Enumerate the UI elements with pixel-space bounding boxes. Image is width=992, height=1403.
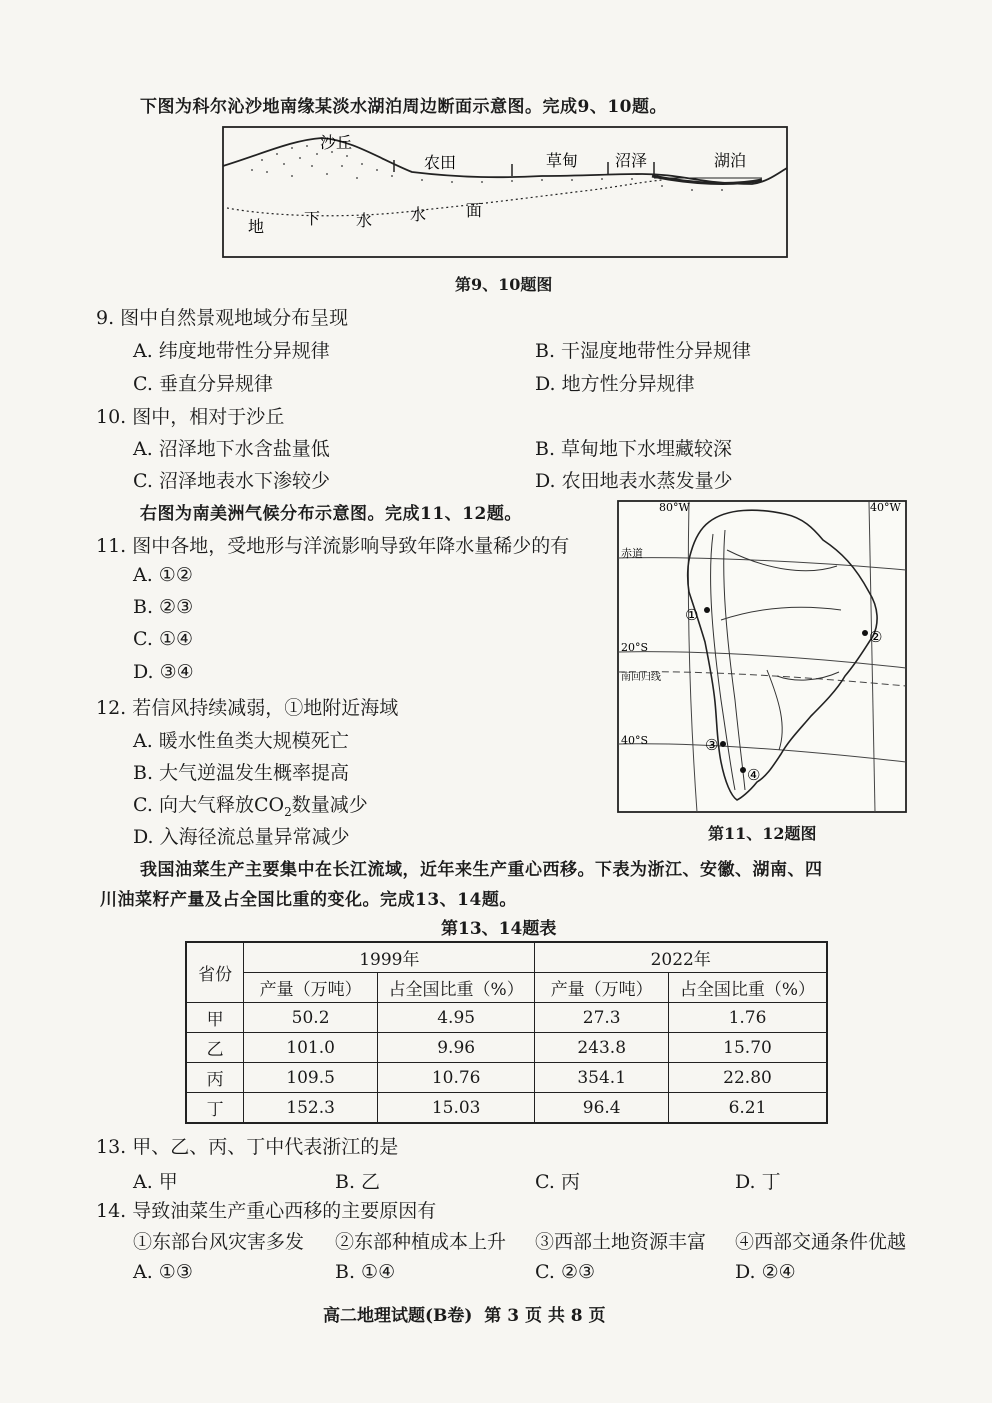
q9-option-c: C. 垂直分异规律 (133, 373, 273, 395)
intro-13-14-line2: 川油菜籽产量及占全国比重的变化。完成13、14题。 (100, 890, 517, 910)
label-gw-3: 水 (356, 211, 373, 230)
q10-option-a: A. 沼泽地下水含盐量低 (133, 438, 330, 460)
header-output-1999: 产量（万吨） (244, 973, 378, 1003)
cell: 10.76 (377, 1063, 534, 1093)
intro-11-12: 右图为南美洲气候分布示意图。完成11、12题。 (140, 504, 522, 524)
q13-option-c: C. 丙 (535, 1171, 580, 1193)
q14-option-b: B. ①④ (335, 1261, 396, 1283)
cell: 1.76 (668, 1003, 827, 1033)
cell: 109.5 (244, 1063, 378, 1093)
cell: 15.70 (668, 1033, 827, 1063)
label-lake: 湖泊 (714, 151, 747, 170)
table-row (186, 1003, 827, 1033)
intro-9-10: 下图为科尔沁沙地南缘某淡水湖泊周边断面示意图。完成9、10题。 (140, 97, 667, 117)
q12-option-c-pre: C. 向大气释放CO (133, 794, 285, 816)
row-name: 丙 (186, 1063, 244, 1093)
cell: 101.0 (244, 1033, 378, 1063)
label-gw-4: 水 (410, 205, 427, 224)
header-share-2022: 占全国比重（%） (668, 973, 827, 1003)
table-row (186, 1093, 827, 1124)
cell: 243.8 (535, 1033, 669, 1063)
q12-stem: 12. 若信风持续减弱，①地附近海域 (96, 697, 399, 719)
header-output-2022: 产量（万吨） (535, 973, 669, 1003)
q9-option-a: A. 纬度地带性分异规律 (133, 340, 330, 362)
map-lon-80w: 80°W (659, 501, 690, 514)
header-year-1999: 1999年 (244, 942, 535, 973)
cross-section-figure (222, 126, 788, 258)
q11-option-a: A. ①② (133, 564, 193, 586)
q14-stem: 14. 导致油菜生产重心西移的主要原因有 (96, 1200, 437, 1222)
q14-option-d: D. ②④ (735, 1261, 796, 1283)
table-row (186, 1033, 827, 1063)
cell: 50.2 (244, 1003, 378, 1033)
q14-statement-4: ④西部交通条件优越 (735, 1231, 907, 1253)
page-footer: 高二地理试题(B卷) 第 3 页 共 8 页 (323, 1306, 606, 1326)
cell: 9.96 (377, 1033, 534, 1063)
map-lon-40w: 40°W (870, 501, 901, 514)
map-tropic-label: 南回归线 (621, 672, 661, 683)
q10-stem: 10. 图中，相对于沙丘 (96, 406, 285, 428)
q11-option-c: C. ①④ (133, 628, 194, 650)
label-meadow: 草甸 (546, 151, 579, 170)
cell: 27.3 (535, 1003, 669, 1033)
cell: 354.1 (535, 1063, 669, 1093)
cell: 15.03 (377, 1093, 534, 1124)
map-lat-20s: 20°S (621, 641, 649, 654)
q14-statement-2: ②东部种植成本上升 (335, 1231, 507, 1253)
cell: 4.95 (377, 1003, 534, 1033)
cell: 152.3 (244, 1093, 378, 1124)
map-point-3: ③ (705, 736, 719, 754)
label-dune: 沙丘 (320, 133, 353, 152)
q13-stem: 13. 甲、乙、丙、丁中代表浙江的是 (96, 1136, 399, 1158)
q14-option-c: C. ②③ (535, 1261, 596, 1283)
label-gw-5: 面 (466, 201, 483, 220)
q12-option-d: D. 入海径流总量异常减少 (133, 826, 350, 848)
q14-option-a: A. ①③ (133, 1261, 193, 1283)
q14-statement-1: ①东部台风灾害多发 (133, 1231, 305, 1253)
q12-option-c-post: 数量减少 (291, 794, 368, 816)
row-name: 丁 (186, 1093, 244, 1124)
cell: 22.80 (668, 1063, 827, 1093)
header-year-2022: 2022年 (535, 942, 827, 973)
row-name: 甲 (186, 1003, 244, 1033)
q10-option-c: C. 沼泽地表水下渗较少 (133, 470, 330, 492)
q9-option-b: B. 干湿度地带性分异规律 (535, 340, 752, 362)
q14-statement-3: ③西部土地资源丰富 (535, 1231, 707, 1253)
map-equator-label: 赤道 (621, 547, 643, 560)
q9-stem: 9. 图中自然景观地域分布呈现 (96, 307, 349, 329)
q10-option-d: D. 农田地表水蒸发量少 (535, 470, 733, 492)
q11-option-d: D. ③④ (133, 661, 194, 683)
intro-13-14-line1: 我国油菜生产主要集中在长江流域，近年来生产重心西移。下表为浙江、安徽、湖南、四 (140, 860, 823, 880)
q11-stem: 11. 图中各地，受地形与洋流影响导致年降水量稀少的有 (96, 535, 570, 557)
south-america-climate-map (617, 500, 907, 813)
map-lat-40s: 40°S (621, 734, 649, 747)
q10-option-b: B. 草甸地下水埋藏较深 (535, 438, 733, 460)
table-caption: 第13、14题表 (441, 919, 557, 939)
q9-option-d: D. 地方性分异规律 (535, 373, 695, 395)
label-marsh: 沼泽 (615, 151, 648, 170)
header-share-1999: 占全国比重（%） (377, 973, 534, 1003)
q13-option-d: D. 丁 (735, 1171, 781, 1193)
map-point-2: ② (869, 628, 883, 646)
label-gw-2: 下 (304, 209, 321, 228)
figure-caption-11-12: 第11、12题图 (708, 824, 817, 843)
q11-option-b: B. ②③ (133, 596, 194, 618)
q13-option-a: A. 甲 (133, 1171, 178, 1193)
map-point-4: ④ (747, 766, 761, 784)
q12-option-c (133, 790, 368, 819)
cell: 96.4 (535, 1093, 669, 1124)
label-gw-1: 地 (248, 217, 265, 236)
row-name: 乙 (186, 1033, 244, 1063)
q13-option-b: B. 乙 (335, 1171, 381, 1193)
map-point-1: ① (685, 606, 699, 624)
figure-caption-9-10: 第9、10题图 (455, 275, 553, 294)
table-row (186, 1063, 827, 1093)
label-farmland: 农田 (424, 153, 457, 172)
q12-option-a: A. 暖水性鱼类大规模死亡 (133, 730, 349, 752)
q12-option-b: B. 大气逆温发生概率提高 (133, 762, 350, 784)
cell: 6.21 (668, 1093, 827, 1124)
header-province: 省份 (186, 942, 244, 1003)
q12-option-c-sub: 2 (284, 804, 292, 819)
rapeseed-table (185, 941, 828, 1124)
